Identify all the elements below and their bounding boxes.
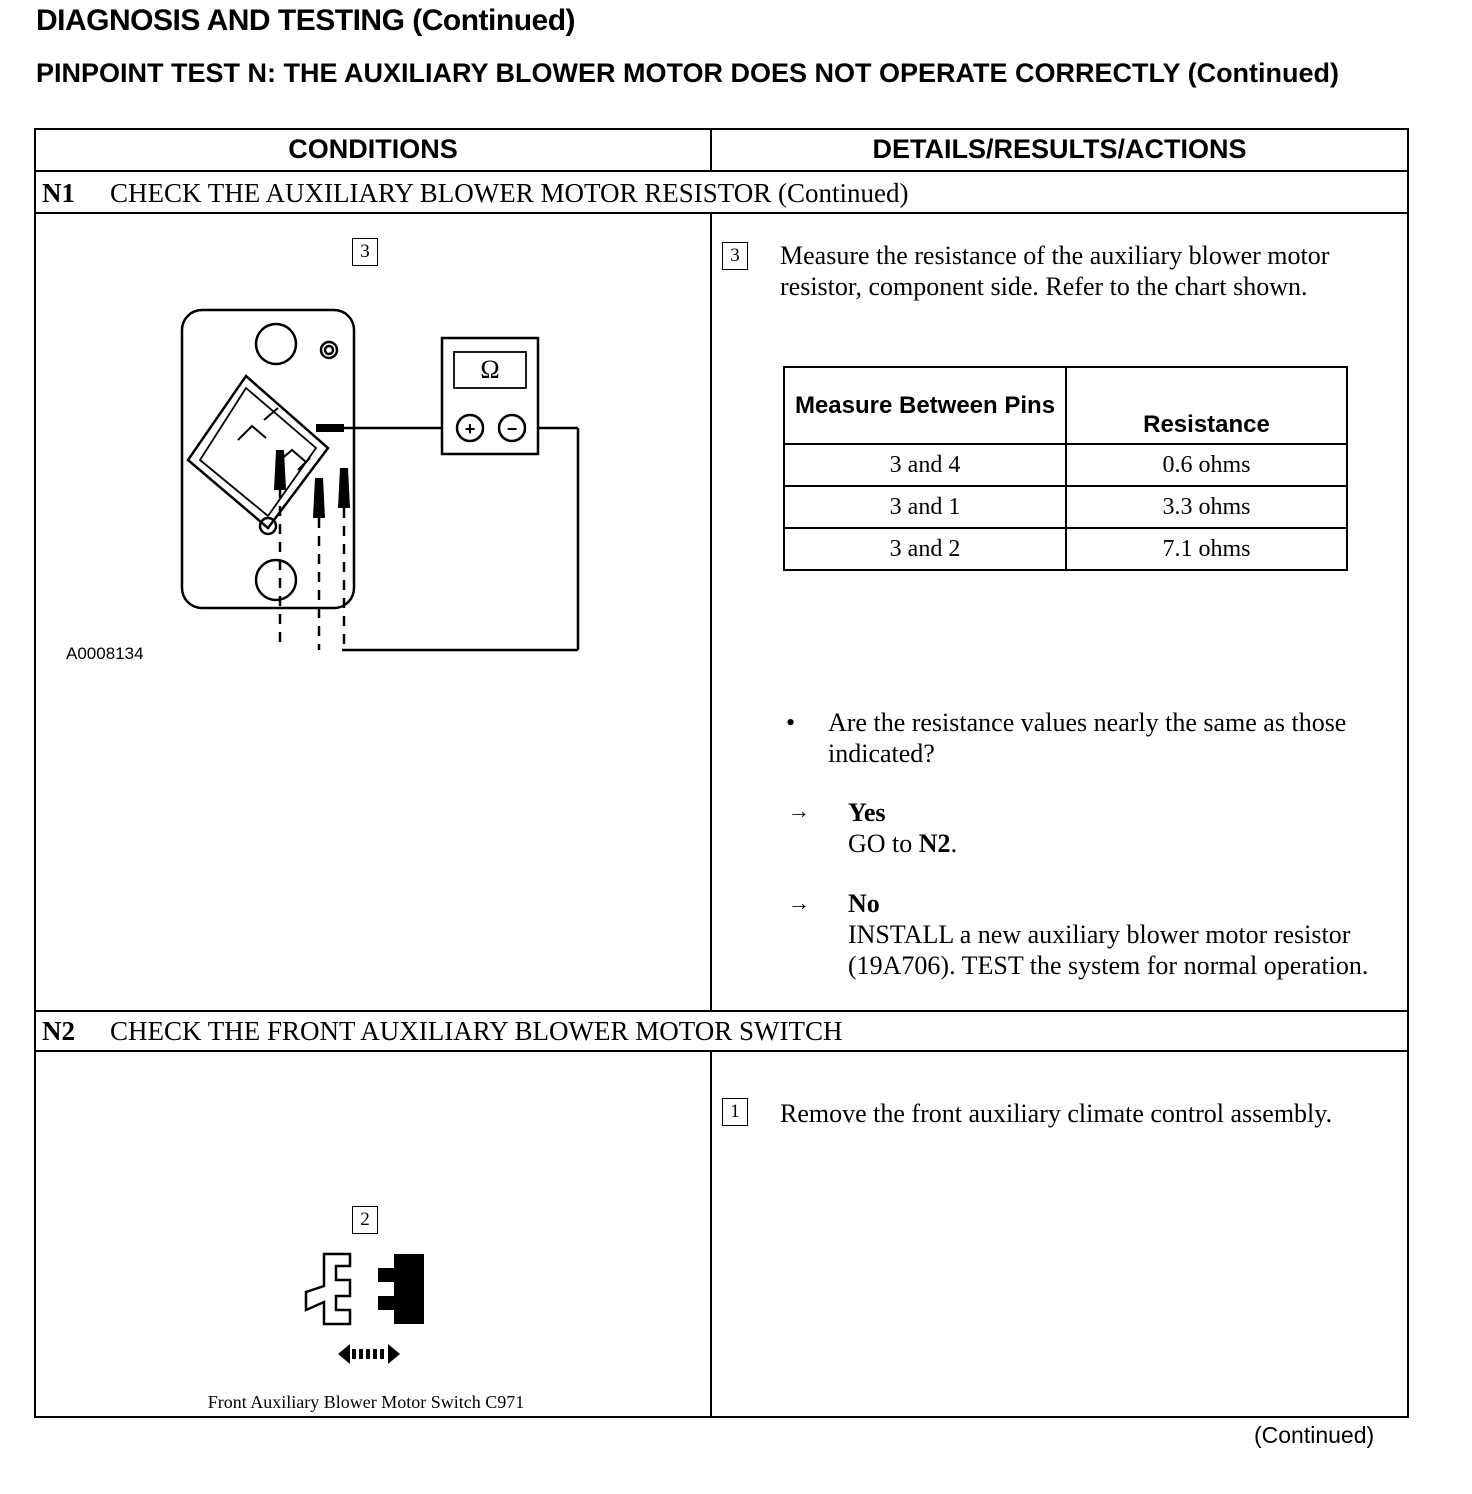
n2-step-number: 1 [722,1098,748,1126]
bullet-icon: • [786,708,796,737]
probe-tip-icon [338,468,350,508]
continued-footer: (Continued) [1254,1422,1375,1448]
pins-cell: 3 and 4 [784,444,1066,486]
resistance-cell: 0.6 ohms [1066,444,1347,486]
no-action: INSTALL a new auxiliary blower motor resistor (19A706). TEST the system for normal operation. [848,920,1369,980]
n2-figure-step-number: 2 [352,1206,378,1234]
ohm-symbol: Ω [480,355,500,384]
resistance-column-header: Resistance [1066,367,1347,444]
yes-arrow-icon: → [788,798,810,823]
figure-caption: Front Auxiliary Blower Motor Switch C971 [207,1392,525,1412]
column-divider-n1 [710,212,712,1010]
probe-tip-icon [316,424,344,432]
no-label: No [848,889,880,918]
n1-step-title: CHECK THE AUXILIARY BLOWER MOTOR RESISTOR (Continued) [110,178,909,208]
n2-step-header [42,1016,843,1047]
n1-title-divider [36,212,1407,214]
yes-label: Yes [848,798,886,827]
resistance-table-header [784,367,1347,444]
n2-step-title: CHECK THE FRONT AUXILIARY BLOWER MOTOR SWITCH [110,1016,843,1046]
n1-step-header [42,178,909,209]
column-divider-n2 [710,1050,712,1416]
plus-label: + [464,419,476,439]
n2-top-divider [36,1010,1407,1012]
pinpoint-test-title: PINPOINT TEST N: THE AUXILIARY BLOWER MOTOR DOES NOT OPERATE CORRECTLY (Continued) [36,58,1340,88]
n2-step-id: N2 [42,1016,75,1046]
figure-id: A0008134 [66,644,144,663]
resistance-table [783,366,1348,571]
yes-action-target: N2 [918,829,951,858]
yes-action-suffix: . [950,829,958,858]
switch-connector-diagram [298,1248,438,1376]
pins-column-header: Measure Between Pins [784,367,1066,444]
n1-step-number: 3 [722,242,748,270]
pins-cell: 3 and 2 [784,528,1066,570]
conditions-header: CONDITIONS [288,134,458,164]
table-row [784,444,1347,486]
probe-tip-icon [313,478,325,518]
connector-half-icon [378,1254,424,1324]
n2-instruction: Remove the front auxiliary climate control assembly. [780,1099,1333,1128]
rivet-icon [321,342,337,358]
mounting-hole-icon [256,324,296,364]
yes-action [848,828,957,859]
pinpoint-table [34,128,1409,1418]
n1-step-id: N1 [42,178,75,208]
connector-half-icon [306,1254,350,1324]
pins-cell: 3 and 1 [784,486,1066,528]
n1-figure-step-number: 3 [352,238,378,266]
table-row [784,486,1347,528]
table-row [784,528,1347,570]
resistance-cell: 3.3 ohms [1066,486,1347,528]
resistor-measurement-diagram [166,300,586,660]
n1-instruction: Measure the resistance of the auxiliary blower motor resistor, component side. Refer to the chart shown. [780,241,1330,301]
double-arrow-icon [338,1344,350,1364]
resistance-cell: 7.1 ohms [1066,528,1347,570]
n1-question: Are the resistance values nearly the same as those indicated? [828,708,1347,768]
minus-label: − [506,419,518,439]
no-arrow-icon: → [788,890,810,915]
mounting-hole-icon [256,560,296,600]
n2-title-divider [36,1050,1407,1052]
probe-tip-icon [274,450,286,490]
yes-action-text: GO to [848,829,919,858]
page-title: DIAGNOSIS AND TESTING (Continued) [36,4,576,37]
header-divider [36,170,1407,172]
details-header: DETAILS/RESULTS/ACTIONS [872,134,1247,164]
